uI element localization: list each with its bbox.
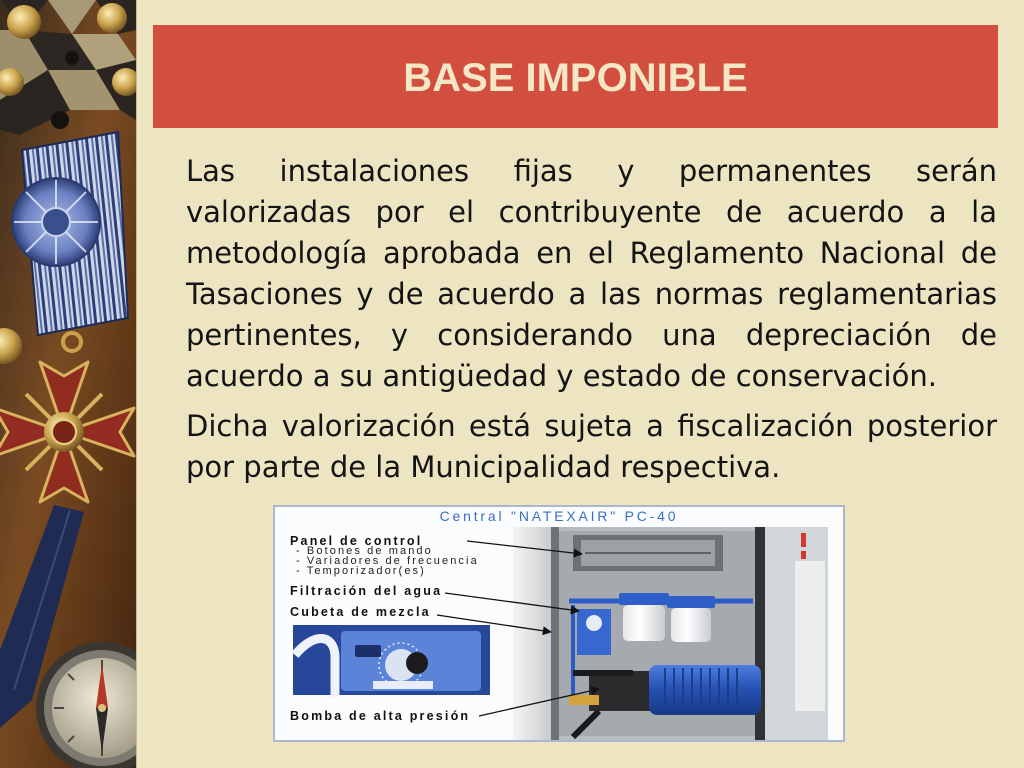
label-panel-de-control: Panel de control bbox=[290, 534, 423, 548]
text-line: Las instalaciones fijas y permanentes serán bbox=[186, 154, 997, 188]
slide-title: BASE IMPONIBLE bbox=[403, 56, 748, 100]
text-line: Dicha valorización está sujeta a fiscalización posterior bbox=[186, 409, 997, 443]
paragraph-1 bbox=[186, 151, 997, 397]
text-line: por parte de la Municipalidad respectiva. bbox=[186, 450, 781, 484]
label-filtracion: Filtración del agua bbox=[290, 584, 443, 598]
paragraph-2 bbox=[186, 406, 997, 488]
equipment-figure bbox=[273, 505, 845, 742]
label-panel-item: - Variadores de frecuencia bbox=[296, 555, 479, 567]
medal-rosette bbox=[12, 178, 100, 266]
text-line: Tasaciones y de acuerdo a las normas reglamentarias bbox=[186, 277, 997, 311]
text-line: pertinentes, y considerando una depreciación de bbox=[186, 318, 997, 352]
figure-caption: Central "NATEXAIR" PC-40 bbox=[439, 508, 679, 524]
label-bomba: Bomba de alta presión bbox=[290, 709, 471, 723]
text-line: metodología aprobada en el Reglamento Nacional de bbox=[186, 236, 997, 270]
control-panel-photo bbox=[293, 625, 490, 697]
decorative-medals-image bbox=[0, 0, 137, 768]
label-cubeta: Cubeta de mezcla bbox=[290, 605, 431, 619]
label-panel-item: - Botones de mando bbox=[296, 545, 433, 557]
title-bar bbox=[153, 25, 998, 128]
text-line: valorizadas por el contribuyente de acuerdo a la bbox=[186, 195, 997, 229]
cabinet-photo bbox=[513, 527, 828, 740]
text-line: acuerdo a su antigüedad y estado de conservación. bbox=[186, 359, 937, 393]
label-panel-item: - Temporizador(es) bbox=[296, 565, 426, 577]
